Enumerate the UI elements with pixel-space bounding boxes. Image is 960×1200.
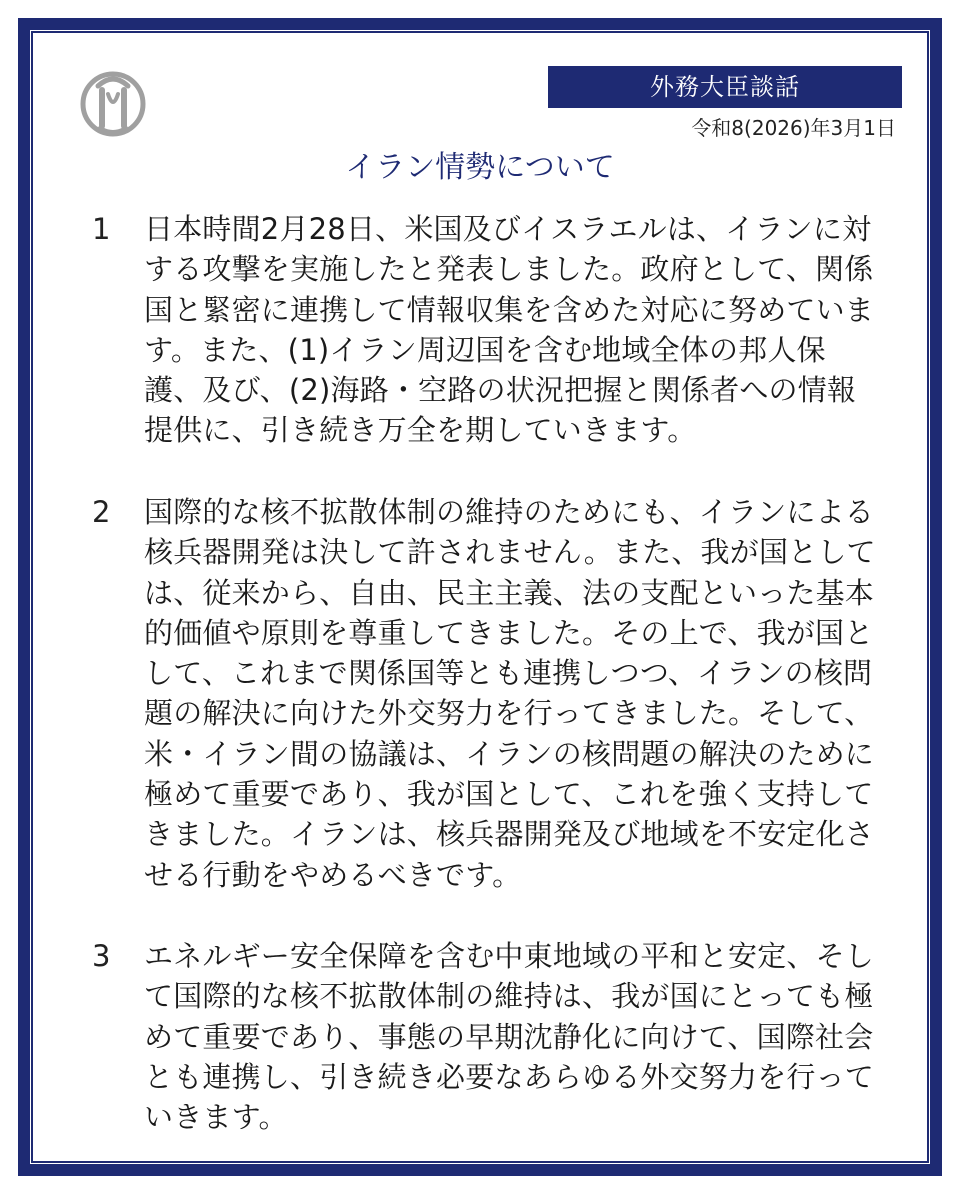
- paragraph-number: 1: [92, 212, 111, 246]
- ministry-emblem-icon: [78, 66, 148, 142]
- paragraph-number: 2: [92, 495, 111, 529]
- paragraph-number: 3: [92, 939, 111, 973]
- paragraph-text: エネルギー安全保障を含む中東地域の平和と安定、そして国際的な核不拡散体制の維持は、我が国にとっても極めて重要であり、事態の早期沈静化に向けて、国際社会とも連携し、引き続き必要なあらゆる外交努力を行っていきます。: [144, 939, 875, 1135]
- document-type-label: 外務大臣談話: [548, 66, 902, 108]
- paragraph-text: 国際的な核不拡散体制の維持のためにも、イランによる核兵器開発は決して許されません。また、我が国としては、従来から、自由、民主主義、法の支配といった基本的価値や原則を尊重してきました。その上で、我が国として、これまで関係国等とも連携しつつ、イランの核問題の解決に向けた外交努力を行ってきました。そして、米・イラン間の協議は、イランの核問題の解決のために極めて重要であり、我が国として、これを強く支持してきました。イランは、核兵器開発及び地域を不安定化させる行動をやめるべきです。: [144, 495, 876, 892]
- document-date: 令和8(2026)年3月1日: [691, 116, 896, 140]
- document-title: イラン情勢について: [345, 150, 615, 185]
- paragraph-text: 日本時間2月28日、米国及びイスラエルは、イランに対する攻撃を実施したと発表しました。政府として、関係国と緊密に連携して情報収集を含めた対応に努めています。また、(1)イラン周辺国を含む地域全体の邦人保護、及び、(2)海路・空路の状況把握と関係者への情報提供に、引き続き万全を期していきます。: [144, 212, 875, 448]
